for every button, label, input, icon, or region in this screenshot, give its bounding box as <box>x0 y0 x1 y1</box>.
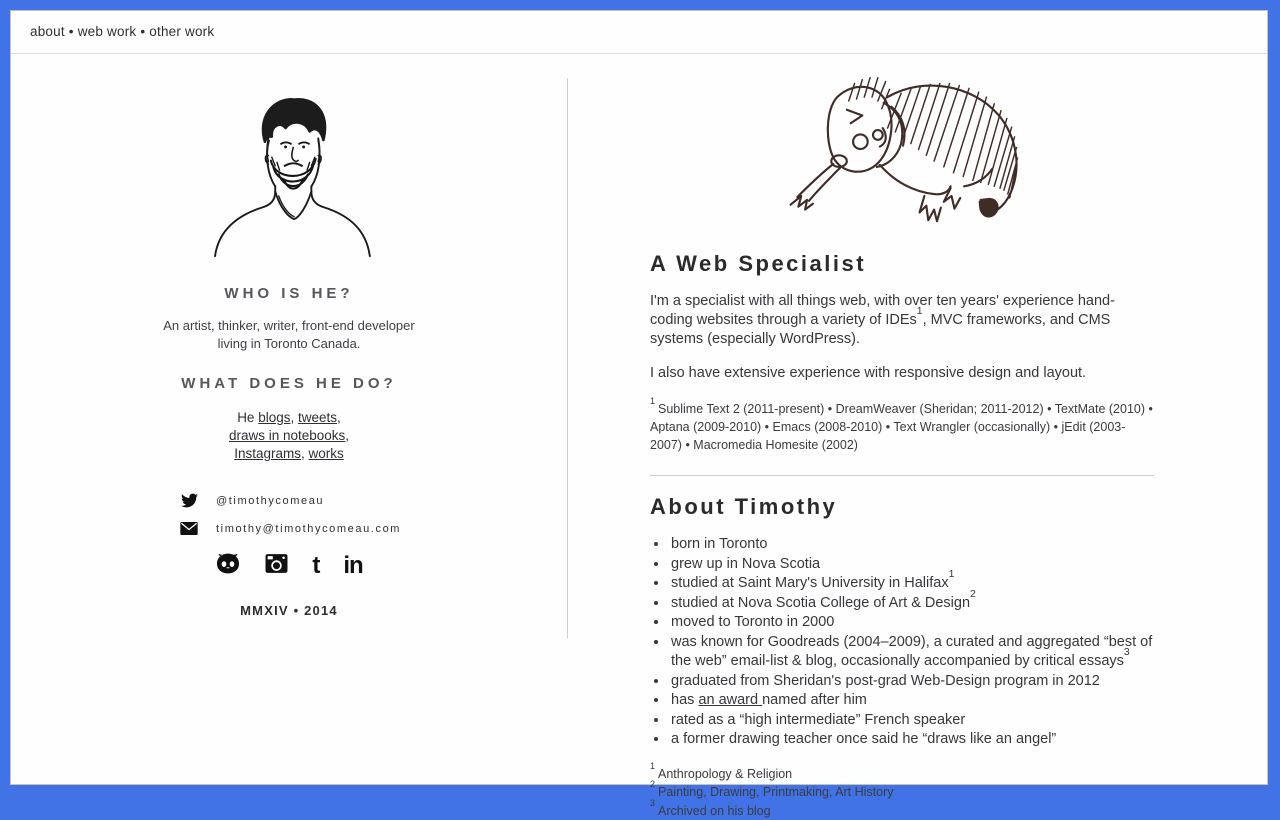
about-list-item: • grew up in Nova Scotia <box>669 555 1154 575</box>
works-link[interactable]: works <box>309 446 344 461</box>
envelope-icon <box>180 522 198 535</box>
does-sep: , <box>290 410 298 425</box>
does-sep: , <box>345 428 349 443</box>
tumblr-t-icon: t <box>312 554 319 578</box>
page <box>10 10 1268 785</box>
notebooks-link[interactable]: draws in notebooks <box>229 428 345 443</box>
nav-item-about[interactable]: about <box>30 24 65 39</box>
about-list-item: • was known for Goodreads (2004–2009), a curated and aggregated “best of the web” email-list & blog, occasionally accompanied by critical essays$^3$ <box>669 633 1154 672</box>
footnote-ref: 1 <box>917 306 923 317</box>
twitter-bird-icon <box>180 493 198 508</box>
footnote-text: Sublime Text 2 (2011-present) • DreamWeaver (Sheridan; 2011-2012) • TextMate (2010) • Aptana (2009-2010) • Emacs (2008-2010) • Text Wrangler (occasionally) • jEdit (2003-2007) • Macromedia Homesite (2002) <box>650 402 1153 452</box>
footnote-marker: 3 <box>650 798 655 808</box>
main-content <box>11 54 1267 786</box>
does-sep: , <box>337 410 341 425</box>
section-divider <box>650 475 1154 476</box>
footnote-marker: 1 <box>650 761 655 771</box>
about-list-item: • graduated from Sheridan's post-grad Web-Design program in 2012 <box>669 672 1154 692</box>
about-footnotes <box>650 765 1154 820</box>
specialist-p1-text: I'm a specialist with all things web, with over ten years' experience hand-coding websites through a variety of IDEs <box>650 293 1115 328</box>
about-heading: About Timothy <box>650 494 1154 520</box>
blogs-link[interactable]: blogs <box>258 410 290 425</box>
who-text: An artist, thinker, writer, front-end developer living in Toronto Canada. <box>154 317 424 353</box>
tardigrade-sketch-icon <box>776 68 1034 228</box>
instagram-link[interactable] <box>265 553 288 579</box>
sidebar-column <box>11 54 567 618</box>
about-list-item: • rated as a “high intermediate” French speaker <box>669 711 1154 731</box>
what-heading: WHAT DOES HE DO? <box>11 375 567 392</box>
who-heading: WHO IS HE? <box>11 285 567 302</box>
top-nav <box>11 11 1267 54</box>
tweets-link[interactable]: tweets <box>298 410 337 425</box>
footnote-ref: 1 <box>949 569 955 580</box>
award-link[interactable]: an award <box>698 692 762 708</box>
linkedin-in-icon: in <box>343 554 362 578</box>
footnote-line: $^1$Anthropology & Religion <box>650 765 1154 784</box>
about-list-item: • has an award named after him <box>669 691 1154 711</box>
linkedin-link[interactable] <box>343 554 362 578</box>
footnote-ref: 2 <box>970 589 976 600</box>
footnote-ref: 3 <box>1124 647 1130 658</box>
footnote-line: $^3$Archived on his blog <box>650 802 1154 820</box>
about-list-item: • a former drawing teacher once said he “draws like an angel” <box>669 730 1154 750</box>
email-link[interactable] <box>180 522 398 535</box>
specialist-heading: A Web Specialist <box>650 251 1154 277</box>
tumblr-link[interactable] <box>312 554 319 578</box>
twitter-handle-link[interactable] <box>180 493 398 508</box>
about-list-item: • studied at Saint Mary's University in Halifax$^1$ <box>669 574 1154 594</box>
ide-footnote <box>650 400 1154 454</box>
does-sep: , <box>301 446 309 461</box>
portrait-line-drawing-icon <box>203 90 375 258</box>
instagram-camera-icon <box>265 553 288 579</box>
does-prefix: He <box>237 410 258 425</box>
about-list-item: • born in Toronto <box>669 535 1154 555</box>
github-octocat-icon <box>215 553 241 579</box>
footnote-marker: 1 <box>650 396 655 406</box>
footnote-marker: 2 <box>650 779 655 789</box>
nav-separator: • <box>136 24 149 39</box>
nav-item-web-work[interactable]: web work <box>78 24 137 39</box>
twitter-handle: @timothycomeau <box>216 495 324 507</box>
about-list-item: • moved to Toronto in 2000 <box>669 613 1154 633</box>
instagrams-link[interactable]: Instagrams <box>234 446 301 461</box>
email-address: timothy@timothycomeau.com <box>216 523 401 535</box>
specialist-paragraph-1 <box>650 292 1154 349</box>
does-links <box>11 409 567 463</box>
year-line: MMXIV • 2014 <box>11 603 567 618</box>
about-list <box>650 535 1154 750</box>
footnote-line: $^2$Painting, Drawing, Printmaking, Art History <box>650 783 1154 802</box>
nav-item-other-work[interactable]: other work <box>149 24 214 39</box>
contact-block <box>180 493 398 535</box>
main-column <box>568 54 1267 820</box>
nav-separator: • <box>65 24 78 39</box>
specialist-p1-text2: , MVC frameworks, and CMS systems (especially WordPress). <box>650 312 1110 347</box>
about-list-item: • studied at Nova Scotia College of Art & Design$^2$ <box>669 594 1154 614</box>
github-link[interactable] <box>215 553 241 579</box>
social-icons-row <box>11 551 567 581</box>
specialist-paragraph-2: I also have extensive experience with responsive design and layout. <box>650 364 1154 383</box>
